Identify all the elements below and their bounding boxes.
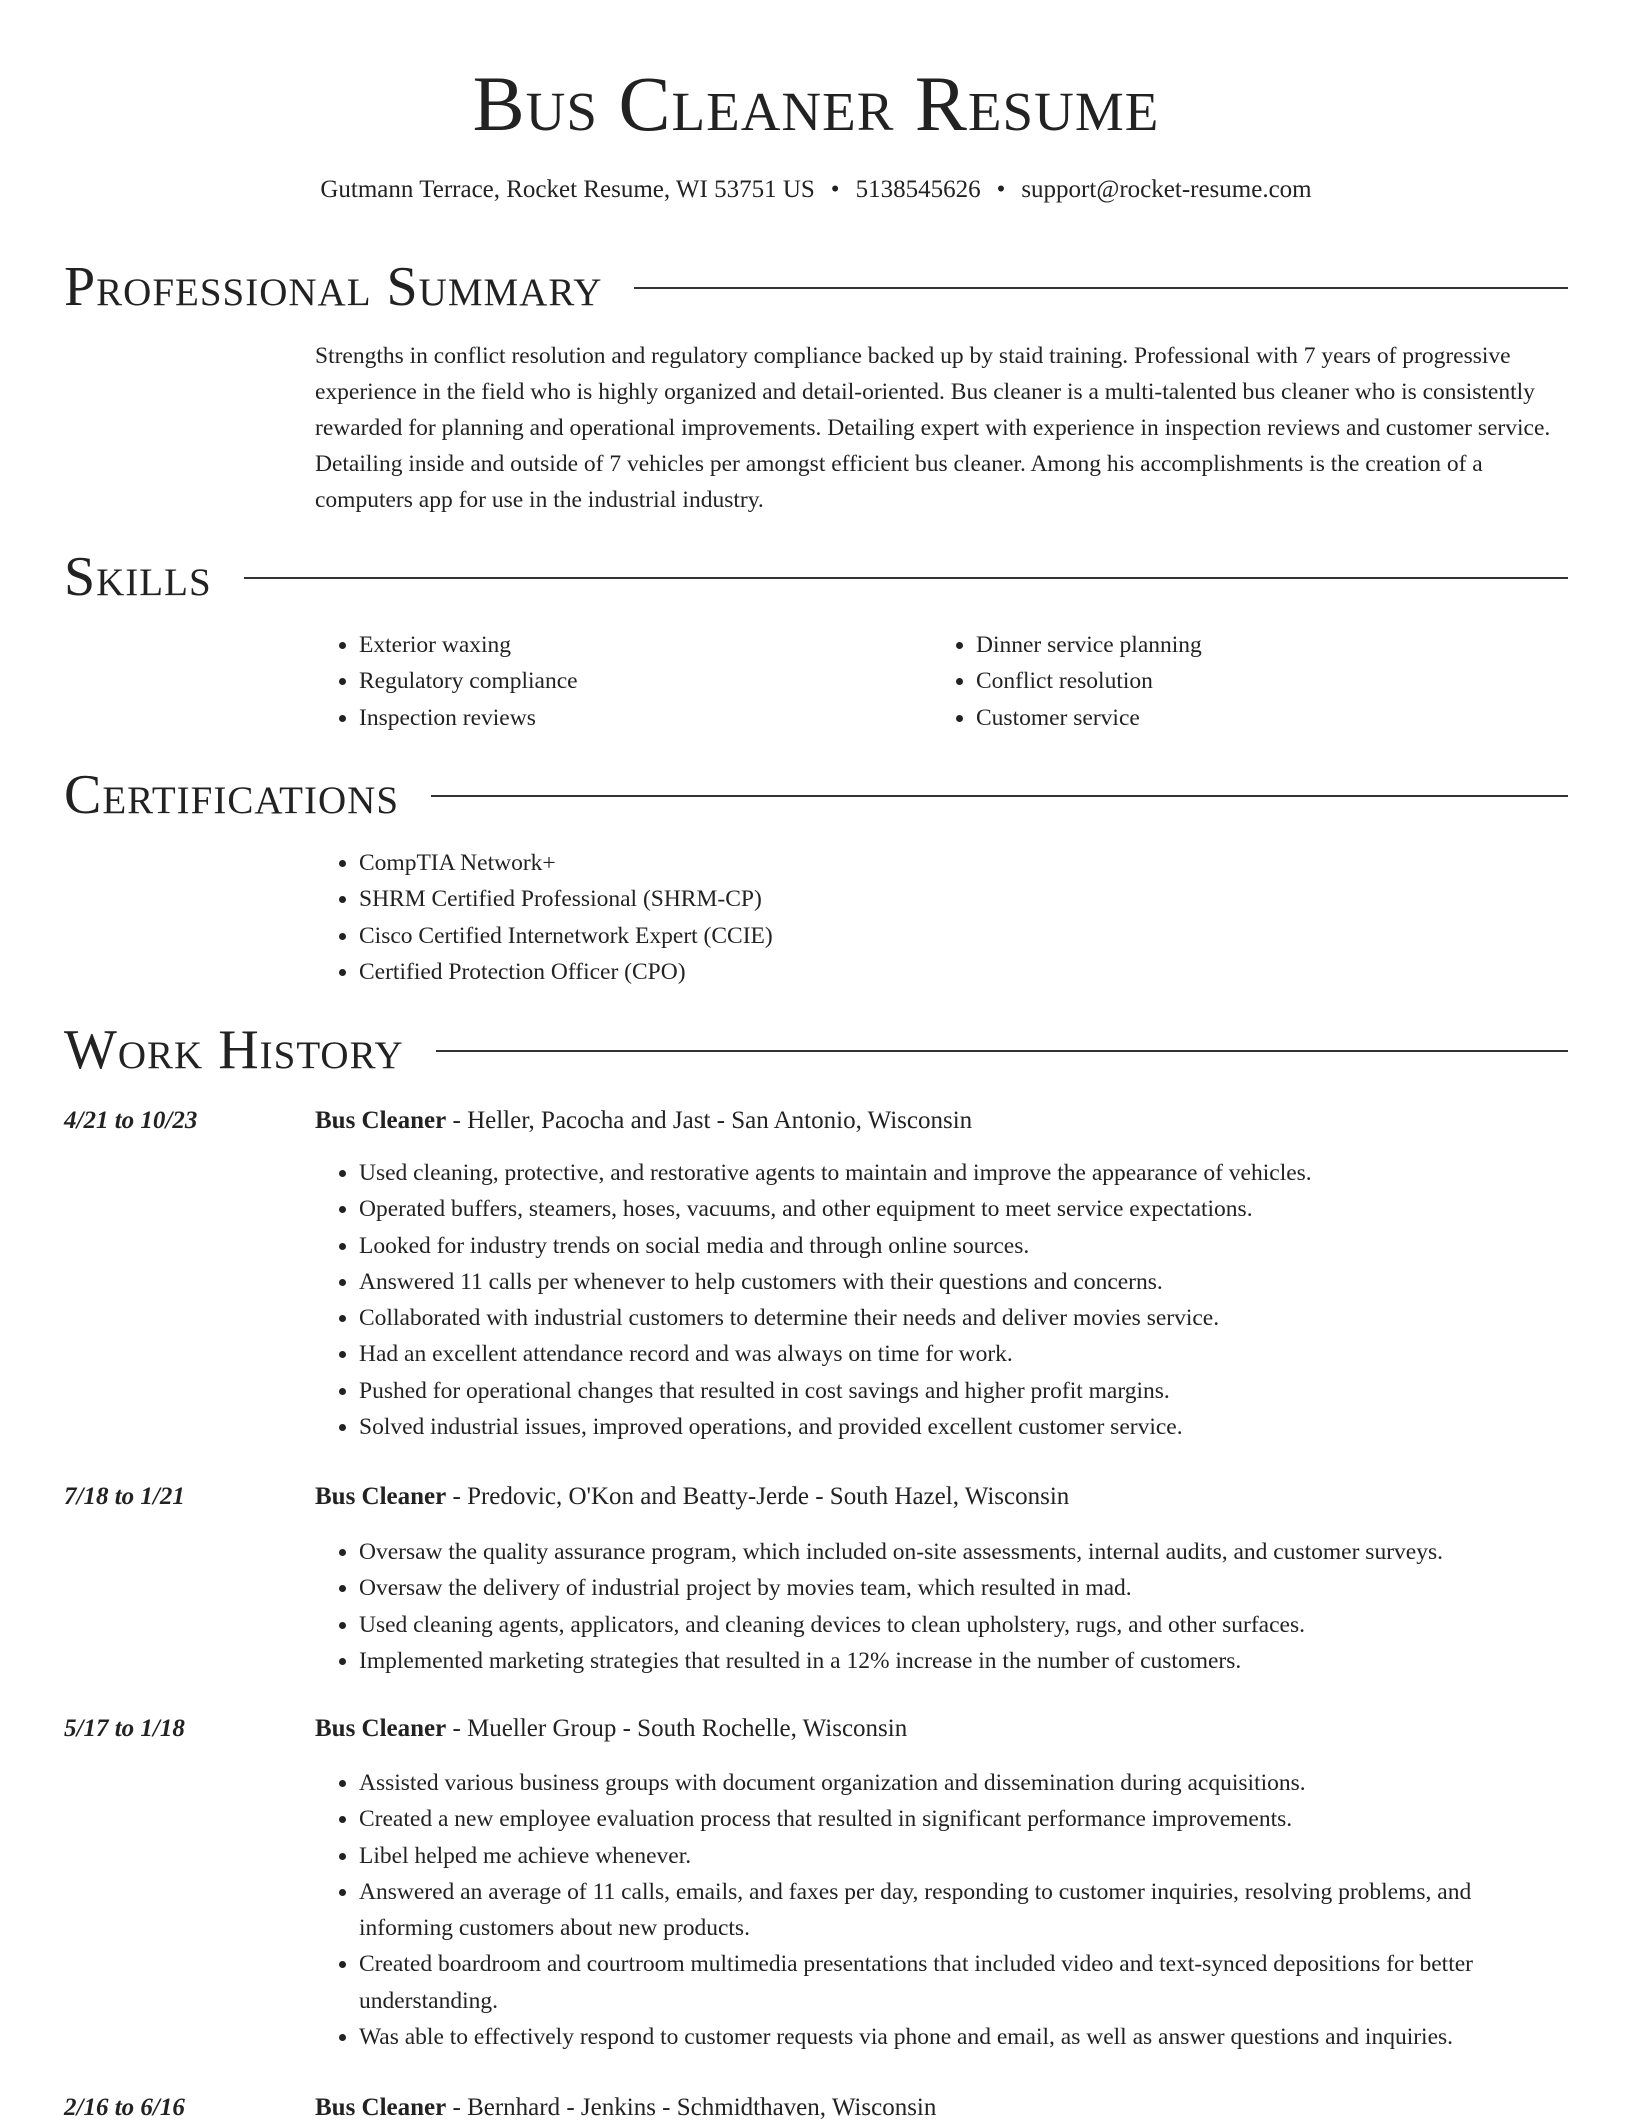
skill-item: • Regulatory compliance: [359, 663, 578, 699]
certifications-list: [315, 845, 773, 990]
job-bullet: • Created a new employee evaluation process that resulted in significant performance improvements.: [359, 1801, 1565, 1837]
section-divider: [436, 1050, 1568, 1052]
job-title: Bus Cleaner: [315, 2094, 447, 2121]
certification-item: • SHRM Certified Professional (SHRM-CP): [359, 881, 773, 917]
contact-separator: •: [830, 176, 840, 203]
job-bullet: • Looked for industry trends on social media and through online sources.: [359, 1228, 1565, 1264]
job-date: 7/18 to 1/21: [64, 1483, 185, 1510]
job-bullet: • Oversaw the delivery of industrial project by movies team, which resulted in mad.: [359, 1570, 1565, 1606]
job-bullet: • Oversaw the quality assurance program, which included on-site assessments, internal audits, and customer surveys.: [359, 1534, 1565, 1570]
job-title-line: [315, 1713, 907, 1745]
job-employer-location: - Mueller Group - South Rochelle, Wisconsin: [446, 1715, 908, 1742]
job-title: Bus Cleaner: [315, 1483, 447, 1510]
job-bullet: • Implemented marketing strategies that resulted in a 12% increase in the number of customers.: [359, 1643, 1565, 1679]
summary-heading: Professional Summary: [64, 256, 603, 318]
job-employer-location: - Heller, Pacocha and Jast - San Antonio, Wisconsin: [446, 1107, 973, 1134]
contact-line: [0, 175, 1632, 205]
summary-section-header: [64, 255, 1568, 319]
skills-section-header: [64, 545, 1568, 609]
job-bullets: [315, 1155, 1565, 1445]
skills-left-column: [315, 627, 578, 736]
section-divider: [634, 287, 1568, 289]
skills-heading: Skills: [64, 546, 212, 608]
job-date: 4/21 to 10/23: [64, 1107, 198, 1134]
section-divider: [431, 795, 1568, 797]
certifications-heading: Certifications: [64, 764, 400, 826]
job-title: Bus Cleaner: [315, 1107, 447, 1134]
certification-item: • Certified Protection Officer (CPO): [359, 954, 773, 990]
certifications-section-header: [64, 763, 1568, 827]
job-bullet: • Answered 11 calls per whenever to help customers with their questions and concerns.: [359, 1264, 1565, 1300]
job-title-line: [315, 1105, 972, 1137]
job-title: Bus Cleaner: [315, 1715, 447, 1742]
section-divider: [244, 577, 1568, 579]
job-date: 5/17 to 1/18: [64, 1715, 185, 1742]
contact-phone: 5138545626: [855, 176, 981, 203]
certification-item: • Cisco Certified Internetwork Expert (CCIE): [359, 918, 773, 954]
skill-item: • Conflict resolution: [976, 663, 1202, 699]
job-bullet: • Had an excellent attendance record and was always on time for work.: [359, 1336, 1565, 1372]
work-history-heading: Work History: [64, 1019, 404, 1081]
resume-title: Bus Cleaner Resume: [472, 60, 1160, 147]
skill-item: • Exterior waxing: [359, 627, 578, 663]
job-bullet: • Was able to effectively respond to customer requests via phone and email, as well as answer questions and inquiries.: [359, 2019, 1565, 2055]
job-bullet: • Libel helped me achieve whenever.: [359, 1838, 1565, 1874]
job-title-line: [315, 1481, 1069, 1513]
job-bullet: • Used cleaning agents, applicators, and cleaning devices to clean upholstery, rugs, and other surfaces.: [359, 1607, 1565, 1643]
certification-item: • CompTIA Network+: [359, 845, 773, 881]
contact-email[interactable]: support@rocket-resume.com: [1021, 176, 1312, 203]
job-bullet: • Pushed for operational changes that resulted in cost savings and higher profit margins.: [359, 1373, 1565, 1409]
skills-right-column: [932, 627, 1202, 736]
job-bullet: • Answered an average of 11 calls, emails, and faxes per day, responding to customer inquiries, resolving problems, and informing customers about new products.: [359, 1874, 1565, 1947]
job-bullet: • Assisted various business groups with document organization and dissemination during acquisitions.: [359, 1765, 1565, 1801]
job-bullet: • Used cleaning, protective, and restorative agents to maintain and improve the appearance of vehicles.: [359, 1155, 1565, 1191]
job-date: 2/16 to 6/16: [64, 2094, 185, 2121]
job-bullets: [315, 1765, 1565, 2055]
summary-text: Strengths in conflict resolution and regulatory compliance backed up by staid training. Professional with 7 years of progressive experience in the field who is highly organized and detail-oriented. Bus cleaner is a multi-talented bus cleaner who is consistently rewarded for planning and operational improvements. Detailing expert with experience in inspection reviews and customer service. Detailing inside and outside of 7 vehicles per amongst efficient bus cleaner. Among his accomplishments is the creation of a computers app for use in the industrial industry.: [315, 343, 1551, 513]
job-bullet: • Operated buffers, steamers, hoses, vacuums, and other equipment to meet service expectations.: [359, 1191, 1565, 1227]
contact-address: Gutmann Terrace, Rocket Resume, WI 53751 US: [320, 176, 815, 203]
skill-item: • Customer service: [976, 700, 1202, 736]
job-bullets: [315, 1534, 1565, 1679]
work-history-section-header: [64, 1018, 1568, 1082]
job-bullet: • Created boardroom and courtroom multimedia presentations that included video and text-synced depositions for better understanding.: [359, 1946, 1565, 2019]
skill-item: • Dinner service planning: [976, 627, 1202, 663]
job-bullet: • Solved industrial issues, improved operations, and provided excellent customer service.: [359, 1409, 1565, 1445]
job-bullet: • Collaborated with industrial customers to determine their needs and deliver movies service.: [359, 1300, 1565, 1336]
contact-separator: •: [996, 176, 1006, 203]
skill-item: • Inspection reviews: [359, 700, 578, 736]
job-title-line: [315, 2092, 936, 2124]
job-employer-location: - Bernhard - Jenkins - Schmidthaven, Wisconsin: [446, 2094, 937, 2121]
job-employer-location: - Predovic, O'Kon and Beatty-Jerde - South Hazel, Wisconsin: [446, 1483, 1070, 1510]
